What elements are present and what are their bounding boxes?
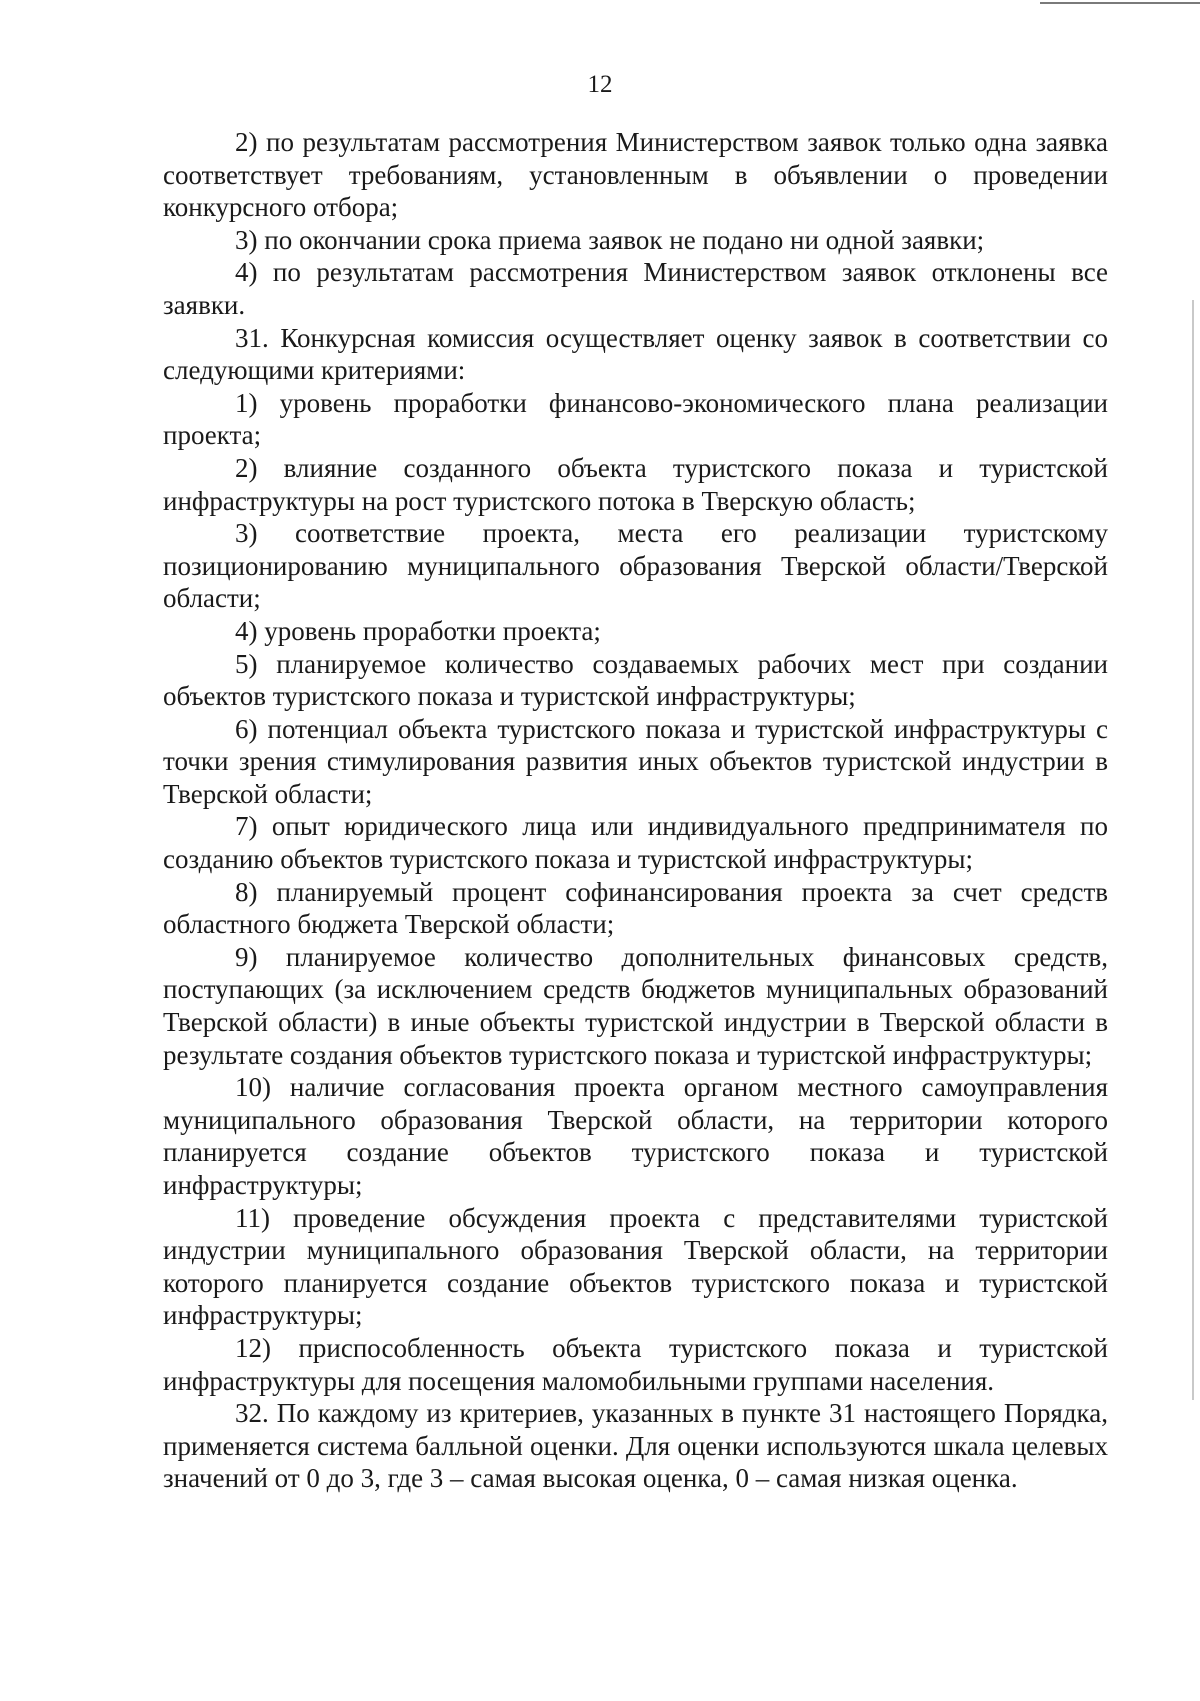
list-item: 4) по результатам рассмотрения Министерством заявок отклонены все заявки.	[163, 257, 1108, 320]
page-number: 12	[587, 71, 613, 98]
criterion-item: 11) проведение обсуждения проекта с представителями туристской индустрии муниципального образования Тверской области, на территории которого планируется создание объектов туристского показа и туристской инфраструктуры;	[163, 1202, 1108, 1331]
criterion-item: 9) планируемое количество дополнительных финансовых средств, поступающих (за исключением средств бюджетов муниципальных образований Тверской области) в иные объекты туристской индустрии в Тверской области в результате создания объектов туристского показа и туристской инфраструктуры;	[163, 941, 1108, 1070]
scan-edge-line	[1192, 300, 1194, 1400]
section-paragraph: 31. Конкурсная комиссия осуществляет оценку заявок в соответствии со следующими критериями:	[163, 322, 1108, 386]
list-item: 2) по результатам рассмотрения Министерством заявок только одна заявка соответствует требованиям, установленным в объявлении о проведении конкурсного отбора;	[163, 127, 1108, 223]
list-item: 3) по окончании срока приема заявок не подано ни одной заявки;	[235, 224, 985, 255]
criterion-item: 7) опыт юридического лица или индивидуального предпринимателя по созданию объектов туристского показа и туристской инфраструктуры;	[163, 811, 1108, 875]
criterion-item: 8) планируемый процент софинансирования проекта за счет средств областного бюджета Тверской области;	[163, 876, 1108, 940]
criterion-item: 6) потенциал объекта туристского показа и туристской инфраструктуры с точки зрения стимулирования развития иных объектов туристской индустрии в Тверской области;	[163, 713, 1108, 809]
document-body	[163, 126, 1108, 1495]
criterion-item: 1) уровень проработки финансово-экономического плана реализации проекта;	[163, 387, 1108, 451]
criterion-item: 2) влияние созданного объекта туристского показа и туристской инфраструктуры на рост туристского потока в Тверскую область;	[163, 452, 1108, 516]
section-paragraph: 32. По каждому из критериев, указанных в пункте 31 настоящего Порядка, применяется система балльной оценки. Для оценки используются шкала целевых значений от 0 до 3, где 3 – самая высокая оценка, 0 – самая низкая оценка.	[163, 1398, 1108, 1494]
criterion-item: 12) приспособленность объекта туристского показа и туристской инфраструктуры для посещения маломобильными группами населения.	[163, 1332, 1108, 1396]
criterion-item: 5) планируемое количество создаваемых рабочих мест при создании объектов туристского показа и туристской инфраструктуры;	[163, 648, 1108, 712]
criterion-item: 10) наличие согласования проекта органом местного самоуправления муниципального образования Тверской области, на территории которого планируется создание объектов туристского показа и туристской инфраструктуры;	[163, 1072, 1108, 1200]
scan-edge-line	[1040, 2, 1200, 4]
criterion-item: 4) уровень проработки проекта;	[235, 615, 601, 646]
criterion-item: 3) соответствие проекта, места его реализации туристскому позиционированию муниципального образования Тверской области/Тверской области;	[163, 518, 1108, 614]
